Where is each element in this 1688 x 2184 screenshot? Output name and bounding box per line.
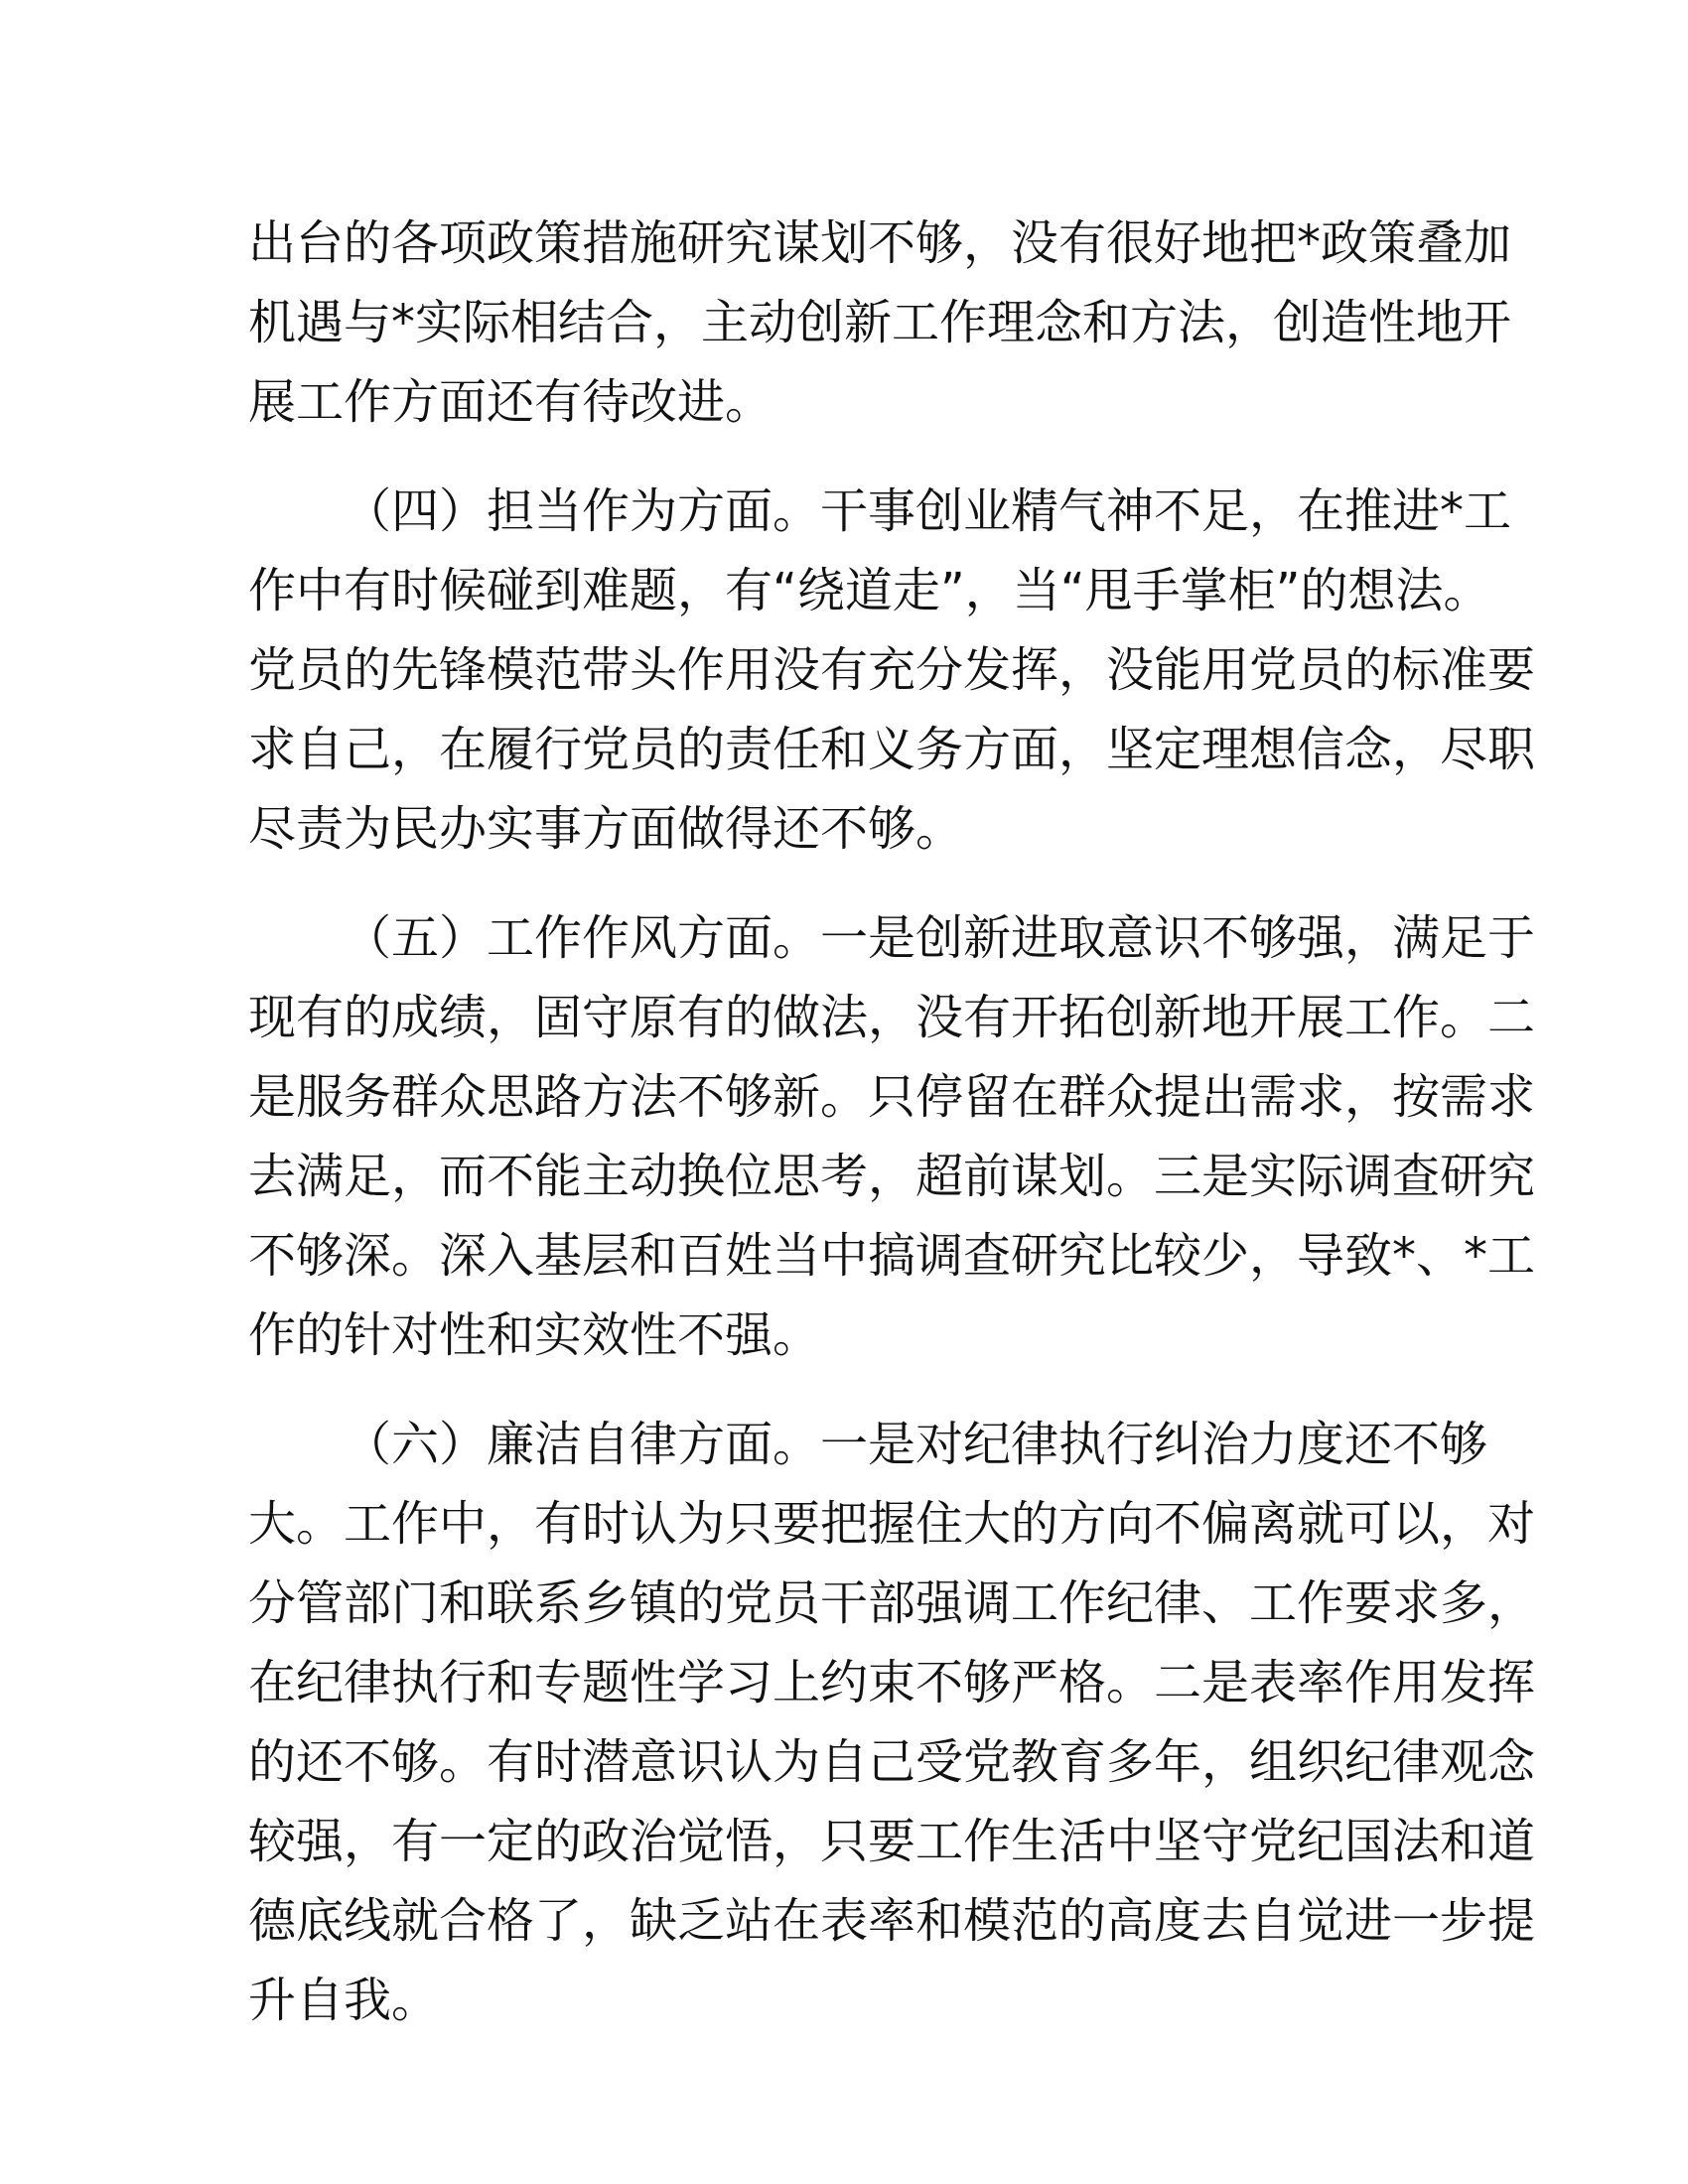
text-line: 作的针对性和实效性不强。 bbox=[248, 1307, 821, 1363]
text-line: 大。工作中，有时认为只要把握住大的方向不偏离就可以，对 bbox=[248, 1496, 1536, 1552]
text-line: 机遇与*实际相结合，主动创新工作理念和方法，创造性地开 bbox=[248, 295, 1512, 350]
text-line: 尽责为民办实事方面做得还不够。 bbox=[248, 801, 964, 857]
text-line: 展工作方面还有待改进。 bbox=[248, 374, 774, 430]
text-line: （五）工作作风方面。一是创新进取意识不够强，满足于 bbox=[344, 910, 1536, 966]
text-line: 不够深。深入基层和百姓当中搞调查研究比较少，导致*、*工 bbox=[248, 1228, 1536, 1284]
text-line: 较强，有一定的政治觉悟，只要工作生活中坚守党纪国法和道 bbox=[248, 1814, 1536, 1869]
text-line: 德底线就合格了，缺乏站在表率和模范的高度去自觉进一步提 bbox=[248, 1893, 1536, 1949]
text-line: 升自我。 bbox=[248, 1973, 440, 2028]
text-line: 在纪律执行和专题性学习上约束不够严格。二是表率作用发挥 bbox=[248, 1655, 1536, 1710]
text-line: 现有的成绩，固守原有的做法，没有开拓创新地开展工作。二 bbox=[248, 990, 1536, 1045]
paragraph-five bbox=[248, 898, 1536, 1375]
text-line: 党员的先锋模范带头作用没有充分发挥，没能用党员的标准要 bbox=[248, 642, 1536, 698]
text-line: 作中有时候碰到难题，有“绕道走”，当“甩手掌柜”的想法。 bbox=[248, 563, 1491, 618]
text-line: （六）廉洁自律方面。一是对纪律执行纠治力度还不够 bbox=[344, 1417, 1488, 1472]
text-line: 出台的各项政策措施研究谋划不够，没有很好地把*政策叠加 bbox=[248, 215, 1512, 271]
text-line: 的还不够。有时潜意识认为自己受党教育多年，组织纪律观念 bbox=[248, 1734, 1536, 1790]
text-line: （四）担当作为方面。干事创业精气神不足，在推进*工 bbox=[344, 483, 1512, 539]
paragraph-continuation bbox=[248, 204, 1512, 442]
document-body bbox=[248, 204, 1536, 2070]
paragraph-six bbox=[248, 1405, 1536, 2040]
text-line: 分管部门和联系乡镇的党员干部强调工作纪律、工作要求多， bbox=[248, 1575, 1536, 1631]
text-line: 去满足，而不能主动换位思考，超前谋划。三是实际调查研究 bbox=[248, 1149, 1536, 1204]
paragraph-four bbox=[248, 472, 1536, 869]
text-line: 求自己，在履行党员的责任和义务方面，坚定理想信念，尽职 bbox=[248, 722, 1536, 777]
text-line: 是服务群众思路方法不够新。只停留在群众提出需求，按需求 bbox=[248, 1069, 1536, 1125]
